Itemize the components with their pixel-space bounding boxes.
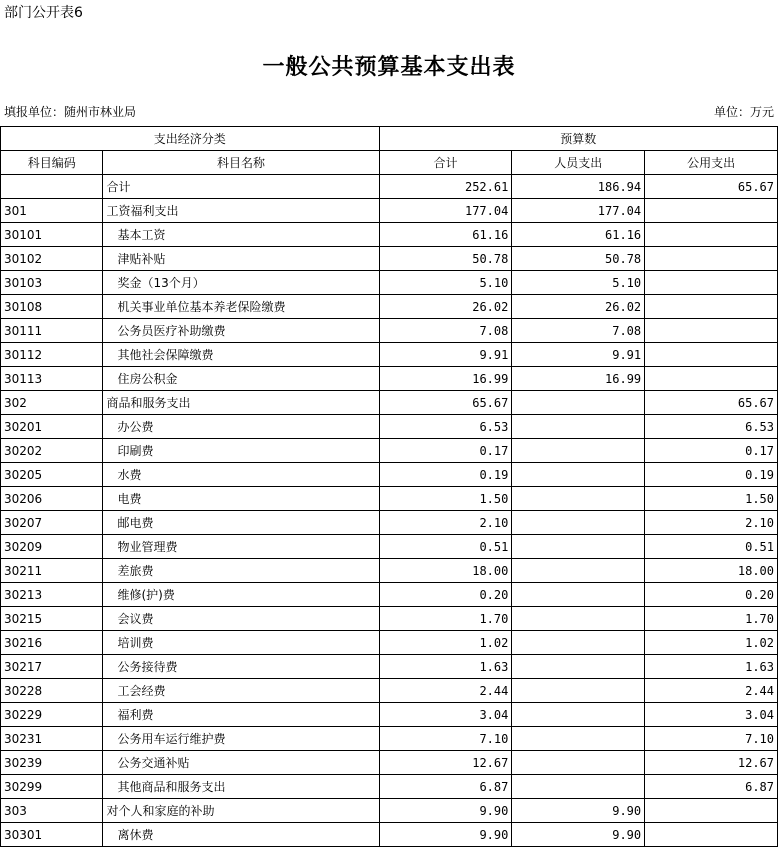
table-row: [1, 343, 778, 367]
table-row: [1, 511, 778, 535]
table-row: [1, 487, 778, 511]
row-name: 基本工资: [103, 223, 379, 247]
row-personnel: 50.78: [512, 247, 645, 271]
row-name: 公务交通补贴: [103, 751, 379, 775]
row-public: [645, 343, 778, 367]
table-row: [1, 463, 778, 487]
row-personnel: [512, 511, 645, 535]
row-public: 18.00: [645, 559, 778, 583]
header-personnel: 人员支出: [512, 151, 645, 175]
table-row: [1, 703, 778, 727]
row-name: 福利费: [103, 703, 379, 727]
row-total: 9.91: [379, 343, 512, 367]
row-code: 30209: [1, 535, 103, 559]
row-code: 30301: [1, 823, 103, 847]
row-code: 30108: [1, 295, 103, 319]
row-personnel: [512, 559, 645, 583]
row-total: 0.19: [379, 463, 512, 487]
row-code: 30202: [1, 439, 103, 463]
row-personnel: 177.04: [512, 199, 645, 223]
table-row: [1, 271, 778, 295]
row-total: 0.20: [379, 583, 512, 607]
row-public: 2.10: [645, 511, 778, 535]
table-row: [1, 775, 778, 799]
row-name: 其他商品和服务支出: [103, 775, 379, 799]
header-code: 科目编码: [1, 151, 103, 175]
table-row: [1, 391, 778, 415]
row-code: 30101: [1, 223, 103, 247]
table-row: [1, 415, 778, 439]
header-group-row: [1, 127, 778, 151]
row-public: 1.50: [645, 487, 778, 511]
row-code: 30215: [1, 607, 103, 631]
table-row: [1, 751, 778, 775]
row-code: 30113: [1, 367, 103, 391]
row-public: 12.67: [645, 751, 778, 775]
row-personnel: [512, 655, 645, 679]
row-total: 6.53: [379, 415, 512, 439]
row-code: 30102: [1, 247, 103, 271]
row-code: 30111: [1, 319, 103, 343]
row-name: 工会经费: [103, 679, 379, 703]
row-personnel: [512, 583, 645, 607]
row-code: [1, 175, 103, 199]
row-code: 301: [1, 199, 103, 223]
row-personnel: [512, 487, 645, 511]
row-public: [645, 271, 778, 295]
row-total: 7.08: [379, 319, 512, 343]
row-total: 12.67: [379, 751, 512, 775]
row-public: 65.67: [645, 391, 778, 415]
row-name: 水费: [103, 463, 379, 487]
row-public: [645, 367, 778, 391]
header-economic-classification: 支出经济分类: [1, 127, 380, 151]
row-name: 对个人和家庭的补助: [103, 799, 379, 823]
row-code: 30103: [1, 271, 103, 295]
row-total: 61.16: [379, 223, 512, 247]
row-code: 30211: [1, 559, 103, 583]
row-public: 2.44: [645, 679, 778, 703]
row-name: 电费: [103, 487, 379, 511]
row-total: 177.04: [379, 199, 512, 223]
header-budget-amount: 预算数: [379, 127, 777, 151]
row-public: 1.02: [645, 631, 778, 655]
row-personnel: 5.10: [512, 271, 645, 295]
row-personnel: [512, 607, 645, 631]
table-row: [1, 199, 778, 223]
row-code: 30229: [1, 703, 103, 727]
table-row: [1, 631, 778, 655]
row-code: 30299: [1, 775, 103, 799]
row-public: 3.04: [645, 703, 778, 727]
table-row: [1, 223, 778, 247]
row-code: 30205: [1, 463, 103, 487]
document-tag: 部门公开表6: [4, 5, 83, 21]
row-name: 印刷费: [103, 439, 379, 463]
row-name: 维修(护)费: [103, 583, 379, 607]
row-personnel: [512, 463, 645, 487]
row-total: 1.50: [379, 487, 512, 511]
row-total: 0.51: [379, 535, 512, 559]
row-name: 会议费: [103, 607, 379, 631]
row-personnel: [512, 679, 645, 703]
header-public: 公用支出: [645, 151, 778, 175]
row-code: 30216: [1, 631, 103, 655]
row-public: [645, 223, 778, 247]
row-public: 0.19: [645, 463, 778, 487]
row-public: [645, 295, 778, 319]
row-name: 住房公积金: [103, 367, 379, 391]
row-total: 7.10: [379, 727, 512, 751]
reporting-unit: 填报单位：随州市林业局: [4, 105, 137, 119]
row-code: 30231: [1, 727, 103, 751]
table-row: [1, 823, 778, 847]
row-personnel: [512, 535, 645, 559]
row-personnel: 16.99: [512, 367, 645, 391]
row-public: 6.53: [645, 415, 778, 439]
row-code: 30206: [1, 487, 103, 511]
row-total: 65.67: [379, 391, 512, 415]
row-public: [645, 319, 778, 343]
row-total: 16.99: [379, 367, 512, 391]
row-total: 6.87: [379, 775, 512, 799]
row-public: [645, 823, 778, 847]
row-personnel: [512, 751, 645, 775]
row-total: 2.10: [379, 511, 512, 535]
row-name: 津贴补贴: [103, 247, 379, 271]
row-code: 30213: [1, 583, 103, 607]
row-total: 1.70: [379, 607, 512, 631]
table-row: [1, 799, 778, 823]
row-total: 9.90: [379, 799, 512, 823]
row-total: 2.44: [379, 679, 512, 703]
table-row: [1, 655, 778, 679]
row-name: 合计: [103, 175, 379, 199]
row-name: 离休费: [103, 823, 379, 847]
row-code: 30112: [1, 343, 103, 367]
row-code: 30217: [1, 655, 103, 679]
row-name: 公务接待费: [103, 655, 379, 679]
row-public: 1.63: [645, 655, 778, 679]
row-total: 0.17: [379, 439, 512, 463]
row-public: [645, 799, 778, 823]
row-code: 30201: [1, 415, 103, 439]
row-total: 3.04: [379, 703, 512, 727]
row-public: 0.51: [645, 535, 778, 559]
document-title: 一般公共预算基本支出表: [262, 54, 516, 80]
header-column-row: [1, 151, 778, 175]
row-name: 商品和服务支出: [103, 391, 379, 415]
unit-info-bar: [0, 103, 778, 121]
table-row: [1, 367, 778, 391]
row-code: 30207: [1, 511, 103, 535]
table-row: [1, 295, 778, 319]
row-public: 65.67: [645, 175, 778, 199]
row-total: 5.10: [379, 271, 512, 295]
row-total: 1.63: [379, 655, 512, 679]
row-code: 30239: [1, 751, 103, 775]
row-code: 303: [1, 799, 103, 823]
row-total: 252.61: [379, 175, 512, 199]
budget-table: [0, 126, 778, 847]
table-row: [1, 535, 778, 559]
row-personnel: [512, 775, 645, 799]
row-personnel: 7.08: [512, 319, 645, 343]
row-personnel: 9.90: [512, 799, 645, 823]
header-name: 科目名称: [103, 151, 379, 175]
table-row: [1, 559, 778, 583]
row-total: 1.02: [379, 631, 512, 655]
table-row: [1, 439, 778, 463]
table-row: [1, 175, 778, 199]
table-row: [1, 607, 778, 631]
row-total: 18.00: [379, 559, 512, 583]
row-personnel: [512, 727, 645, 751]
table-row: [1, 583, 778, 607]
row-personnel: 61.16: [512, 223, 645, 247]
row-personnel: 9.90: [512, 823, 645, 847]
row-public: 1.70: [645, 607, 778, 631]
header-total: 合计: [379, 151, 512, 175]
row-name: 物业管理费: [103, 535, 379, 559]
row-personnel: 186.94: [512, 175, 645, 199]
row-name: 机关事业单位基本养老保险缴费: [103, 295, 379, 319]
table-row: [1, 247, 778, 271]
row-public: [645, 199, 778, 223]
row-personnel: [512, 631, 645, 655]
row-public: [645, 247, 778, 271]
currency-unit: 单位：万元: [713, 105, 774, 119]
row-personnel: 26.02: [512, 295, 645, 319]
row-personnel: 9.91: [512, 343, 645, 367]
row-personnel: [512, 439, 645, 463]
table-row: [1, 727, 778, 751]
row-public: 7.10: [645, 727, 778, 751]
row-name: 邮电费: [103, 511, 379, 535]
row-personnel: [512, 415, 645, 439]
row-public: 0.17: [645, 439, 778, 463]
row-name: 工资福利支出: [103, 199, 379, 223]
row-code: 302: [1, 391, 103, 415]
row-name: 培训费: [103, 631, 379, 655]
row-code: 30228: [1, 679, 103, 703]
table-body: [1, 175, 778, 847]
row-personnel: [512, 391, 645, 415]
row-total: 26.02: [379, 295, 512, 319]
row-total: 9.90: [379, 823, 512, 847]
row-name: 公务员医疗补助缴费: [103, 319, 379, 343]
row-total: 50.78: [379, 247, 512, 271]
row-personnel: [512, 703, 645, 727]
row-name: 其他社会保障缴费: [103, 343, 379, 367]
table-row: [1, 679, 778, 703]
row-name: 公务用车运行维护费: [103, 727, 379, 751]
row-name: 差旅费: [103, 559, 379, 583]
row-public: 6.87: [645, 775, 778, 799]
row-public: 0.20: [645, 583, 778, 607]
table-row: [1, 319, 778, 343]
row-name: 奖金（13个月）: [103, 271, 379, 295]
row-name: 办公费: [103, 415, 379, 439]
